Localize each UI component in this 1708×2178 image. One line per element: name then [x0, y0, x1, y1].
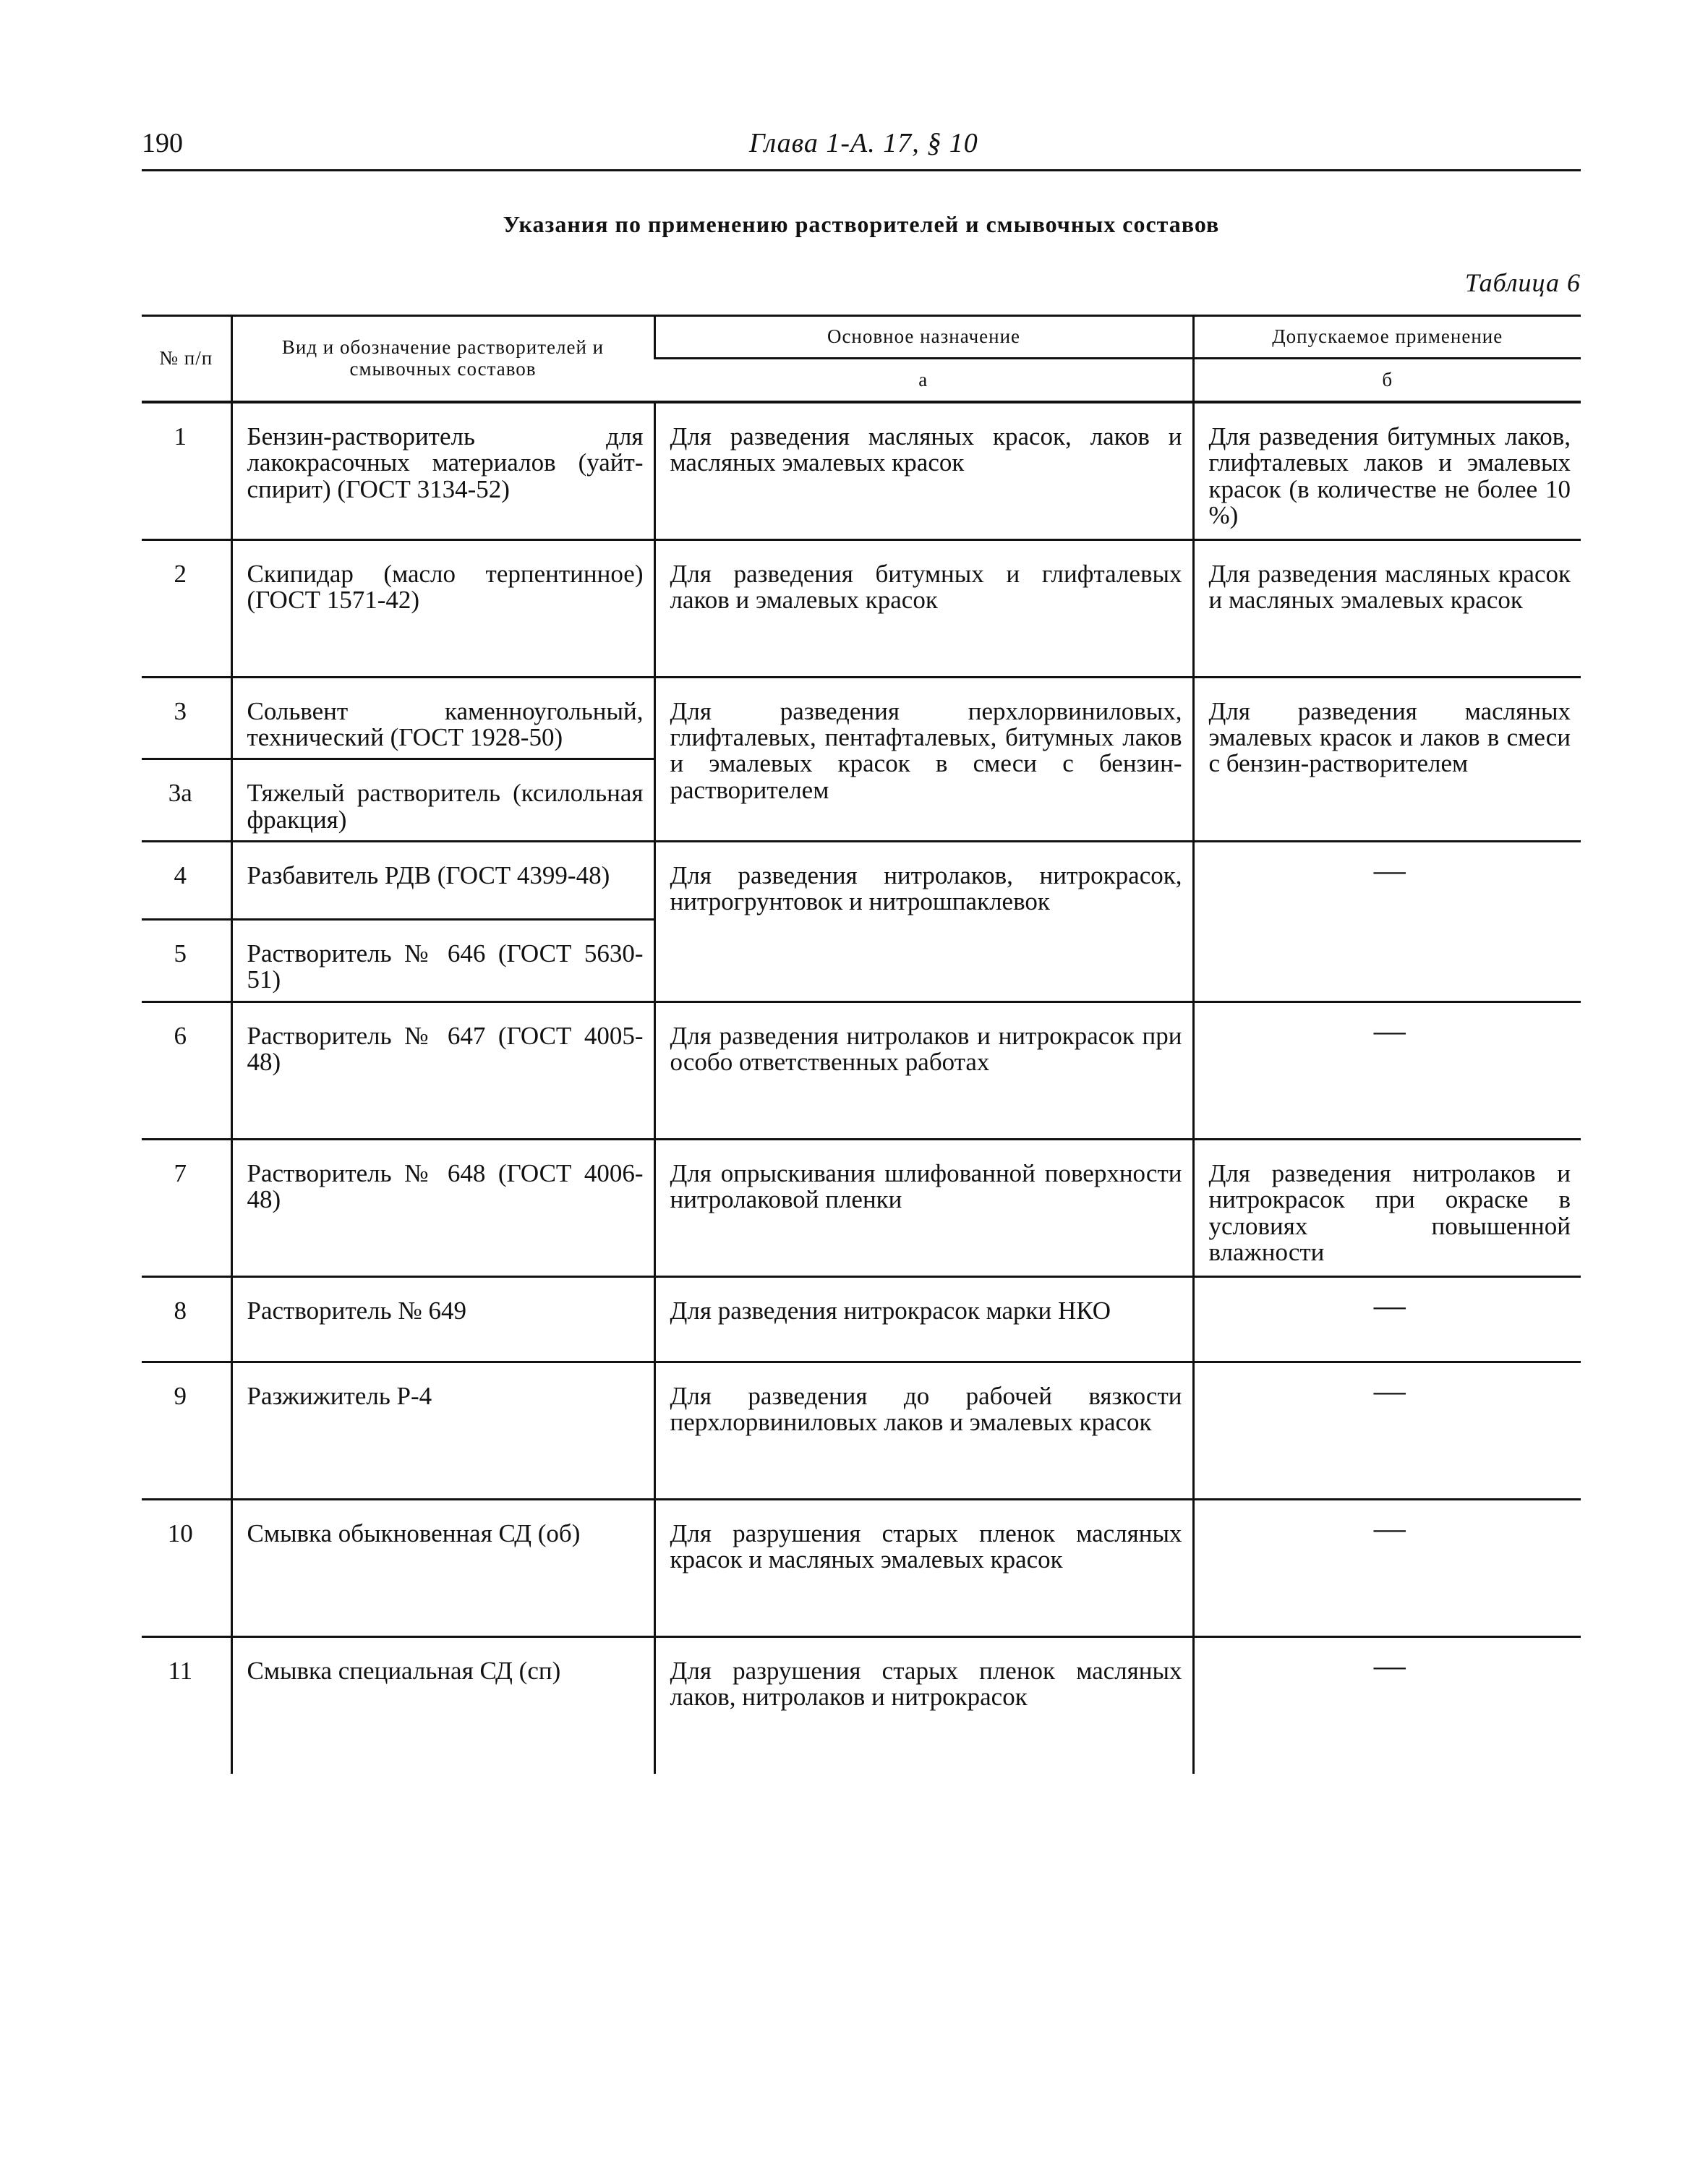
row-number: 3: [142, 677, 231, 759]
row-main-purpose: Для разведения масляных красок, лаков и масляных эмалевых красок: [654, 402, 1193, 539]
row-name: Смывка специальная СД (сп): [231, 1636, 654, 1774]
row-number: 4: [142, 842, 231, 920]
table-header: [142, 316, 1581, 403]
row-name: Растворитель № 647 (ГОСТ 4005-48): [231, 1002, 654, 1139]
table-label: Таблица 6: [1464, 268, 1581, 297]
header-name: Вид и обозначение растворителей и смывочных составов: [231, 316, 654, 403]
table-row: [142, 539, 1581, 677]
table-row: [142, 1499, 1581, 1636]
row-name: Растворитель № 648 (ГОСТ 4006-48): [231, 1139, 654, 1276]
row-name: Разжижитель Р-4: [231, 1362, 654, 1499]
chapter-reference: Глава 1-А. 17, § 10: [749, 128, 978, 158]
row-allowed-use: —: [1193, 1499, 1581, 1636]
table-row: [142, 1139, 1581, 1276]
page-number: 190: [142, 128, 183, 158]
row-allowed-use: Для разведения масляных красок и масляных эмалевых красок: [1193, 539, 1581, 677]
row-number: 7: [142, 1139, 231, 1276]
header-sub-b: б: [1193, 359, 1581, 402]
row-name: Скипидар (масло терпентинное) (ГОСТ 1571-42): [231, 539, 654, 677]
table-row: [142, 1002, 1581, 1139]
row-number: 8: [142, 1276, 231, 1362]
row-allowed-use: Для разведения масляных эмалевых красок и лаков в смеси с бензин-растворителем: [1193, 677, 1581, 842]
row-number: 2: [142, 539, 231, 677]
row-number: 11: [142, 1636, 231, 1774]
section-title: Указания по применению растворителей и смывочных составов: [503, 211, 1220, 237]
table-row: [142, 677, 1581, 759]
row-allowed-use: Для разведения битумных лаков, глифталевых лаков и эмалевых красок (в количестве не более 10 %): [1193, 402, 1581, 539]
row-name: Тяжелый растворитель (ксилольная фракция): [231, 759, 654, 842]
table-row: [142, 1636, 1581, 1774]
table-row: [142, 1276, 1581, 1362]
page-header: [142, 127, 1581, 171]
row-main-purpose: Для разрушения старых пленок масляных лаков, нитролаков и нитрокрасок: [654, 1636, 1193, 1774]
row-name: Сольвент каменноугольный, технический (ГОСТ 1928-50): [231, 677, 654, 759]
row-allowed-use: —: [1193, 1276, 1581, 1362]
row-allowed-use: —: [1193, 1362, 1581, 1499]
row-number: 5: [142, 920, 231, 1002]
row-main-purpose: Для разведения нитролаков и нитрокрасок при особо ответственных работах: [654, 1002, 1193, 1139]
table-row: [142, 402, 1581, 539]
row-name: Разбавитель РДВ (ГОСТ 4399-48): [231, 842, 654, 920]
row-allowed-use: Для разведения нитролаков и нитрокрасок при окраске в условиях повышенной влажности: [1193, 1139, 1581, 1276]
row-number: 3а: [142, 759, 231, 842]
row-allowed-use: —: [1193, 1636, 1581, 1774]
row-main-purpose: Для разведения нитролаков, нитрокрасок, нитрогрунтовок и нитрошпаклевок: [654, 842, 1193, 1002]
header-num: № п/п: [142, 316, 231, 403]
row-main-purpose: Для разведения нитрокрасок марки НКО: [654, 1276, 1193, 1362]
row-main-purpose: Для разведения перхлорвиниловых, глифталевых, пентафталевых, битумных лаков и эмалевых красок в смеси с бензин-растворителем: [654, 677, 1193, 842]
row-name: Растворитель № 646 (ГОСТ 5630-51): [231, 920, 654, 1002]
row-main-purpose: Для разрушения старых пленок масляных красок и масляных эмалевых красок: [654, 1499, 1193, 1636]
row-allowed-use: —: [1193, 842, 1581, 1002]
solvents-table: [142, 315, 1581, 1774]
row-number: 1: [174, 422, 187, 450]
header-main-purpose: Основное назначение: [654, 316, 1193, 359]
row-main-purpose: Для разведения до рабочей вязкости перхлорвиниловых лаков и эмалевых красок: [654, 1362, 1193, 1499]
header-sub-a: а: [654, 359, 1193, 402]
row-name: Смывка обыкновенная СД (об): [231, 1499, 654, 1636]
table-row: [142, 1362, 1581, 1499]
row-main-purpose: Для разведения битумных и глифталевых лаков и эмалевых красок: [654, 539, 1193, 677]
row-name: Растворитель № 649: [231, 1276, 654, 1362]
row-name: Бензин-растворитель для лакокрасочных материалов (уайт-спирит) (ГОСТ 3134-52): [231, 402, 654, 539]
table-row: [142, 842, 1581, 920]
row-number: 10: [142, 1499, 231, 1636]
header-allowed-use: Допускаемое применение: [1193, 316, 1581, 359]
row-number: 9: [142, 1362, 231, 1499]
row-number: 6: [142, 1002, 231, 1139]
row-main-purpose: Для опрыскивания шлифованной поверхности нитролаковой пленки: [654, 1139, 1193, 1276]
row-allowed-use: —: [1193, 1002, 1581, 1139]
